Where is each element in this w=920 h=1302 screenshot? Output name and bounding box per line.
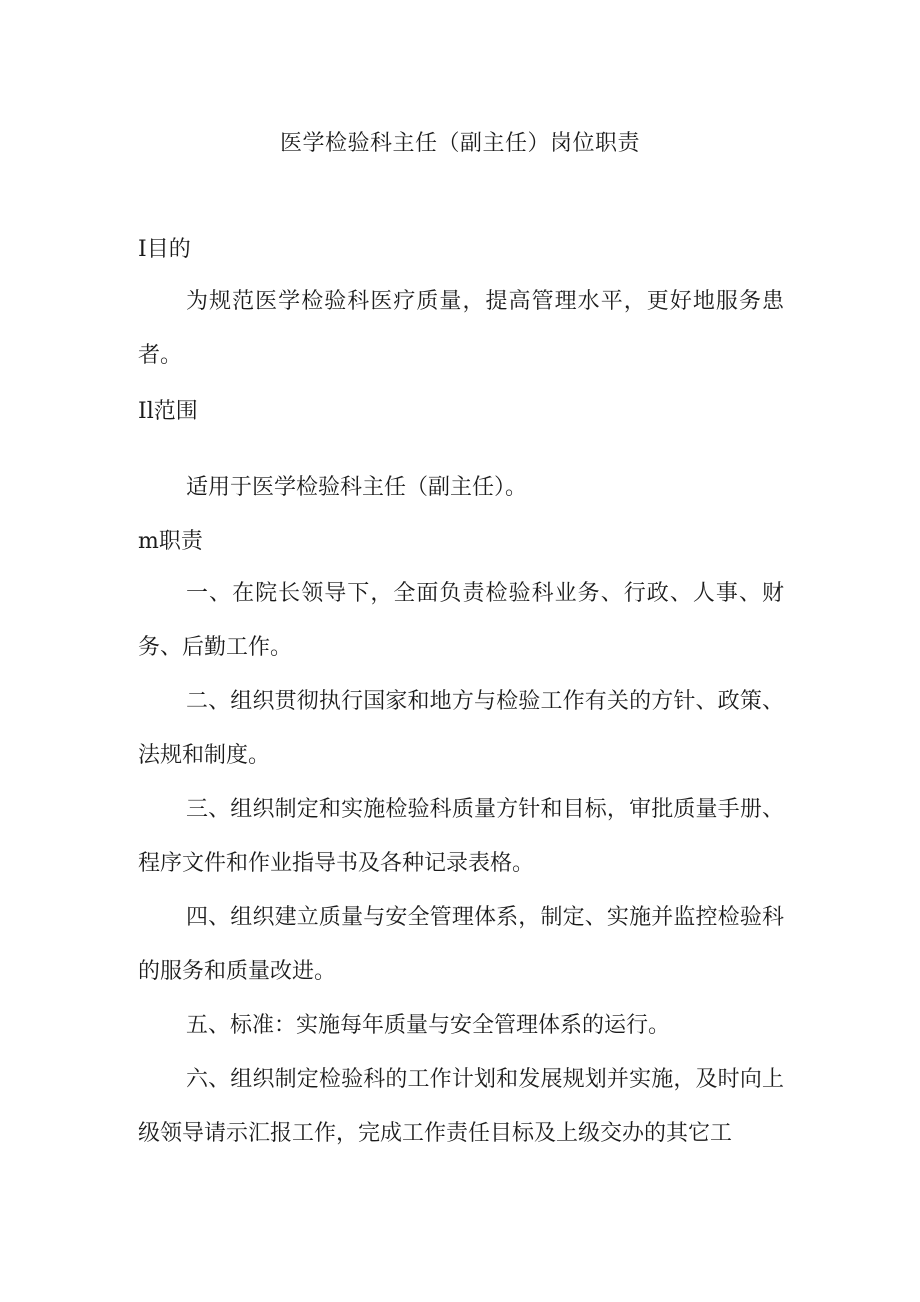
duty-item-5: 五、标准：实施每年质量与安全管理体系的运行。 xyxy=(186,1013,671,1038)
purpose-paragraph: 为规范医学检验科医疗质量，提高管理水平，更好地服务患者。 xyxy=(138,289,784,368)
section-heading-purpose: I目的 xyxy=(138,237,191,262)
duty-item-3: 三、组织制定和实施检验科质量方针和目标，审批质量手册、程序文件和作业指导书及各种记录表格。 xyxy=(138,797,784,876)
duty-item-1: 一、在院长领导下，全面负责检验科业务、行政、人事、财务、后勤工作。 xyxy=(138,581,784,660)
section-heading-duties: m职责 xyxy=(138,529,203,554)
scope-paragraph: 适用于医学检验科主任（副主任）。 xyxy=(186,475,528,500)
duty-item-6: 六、组织制定检验科的工作计划和发展规划并实施，及时向上级领导请示汇报工作，完成工作责任目标及上级交办的其它工 xyxy=(138,1067,784,1146)
duty-item-4: 四、组织建立质量与安全管理体系，制定、实施并监控检验科的服务和质量改进。 xyxy=(138,905,784,984)
section-heading-scope: Il范围 xyxy=(138,399,198,424)
duty-item-2: 二、组织贯彻执行国家和地方与检验工作有关的方针、政策、法规和制度。 xyxy=(138,689,784,768)
document-title: 医学检验科主任（副主任）岗位职责 xyxy=(279,131,640,156)
